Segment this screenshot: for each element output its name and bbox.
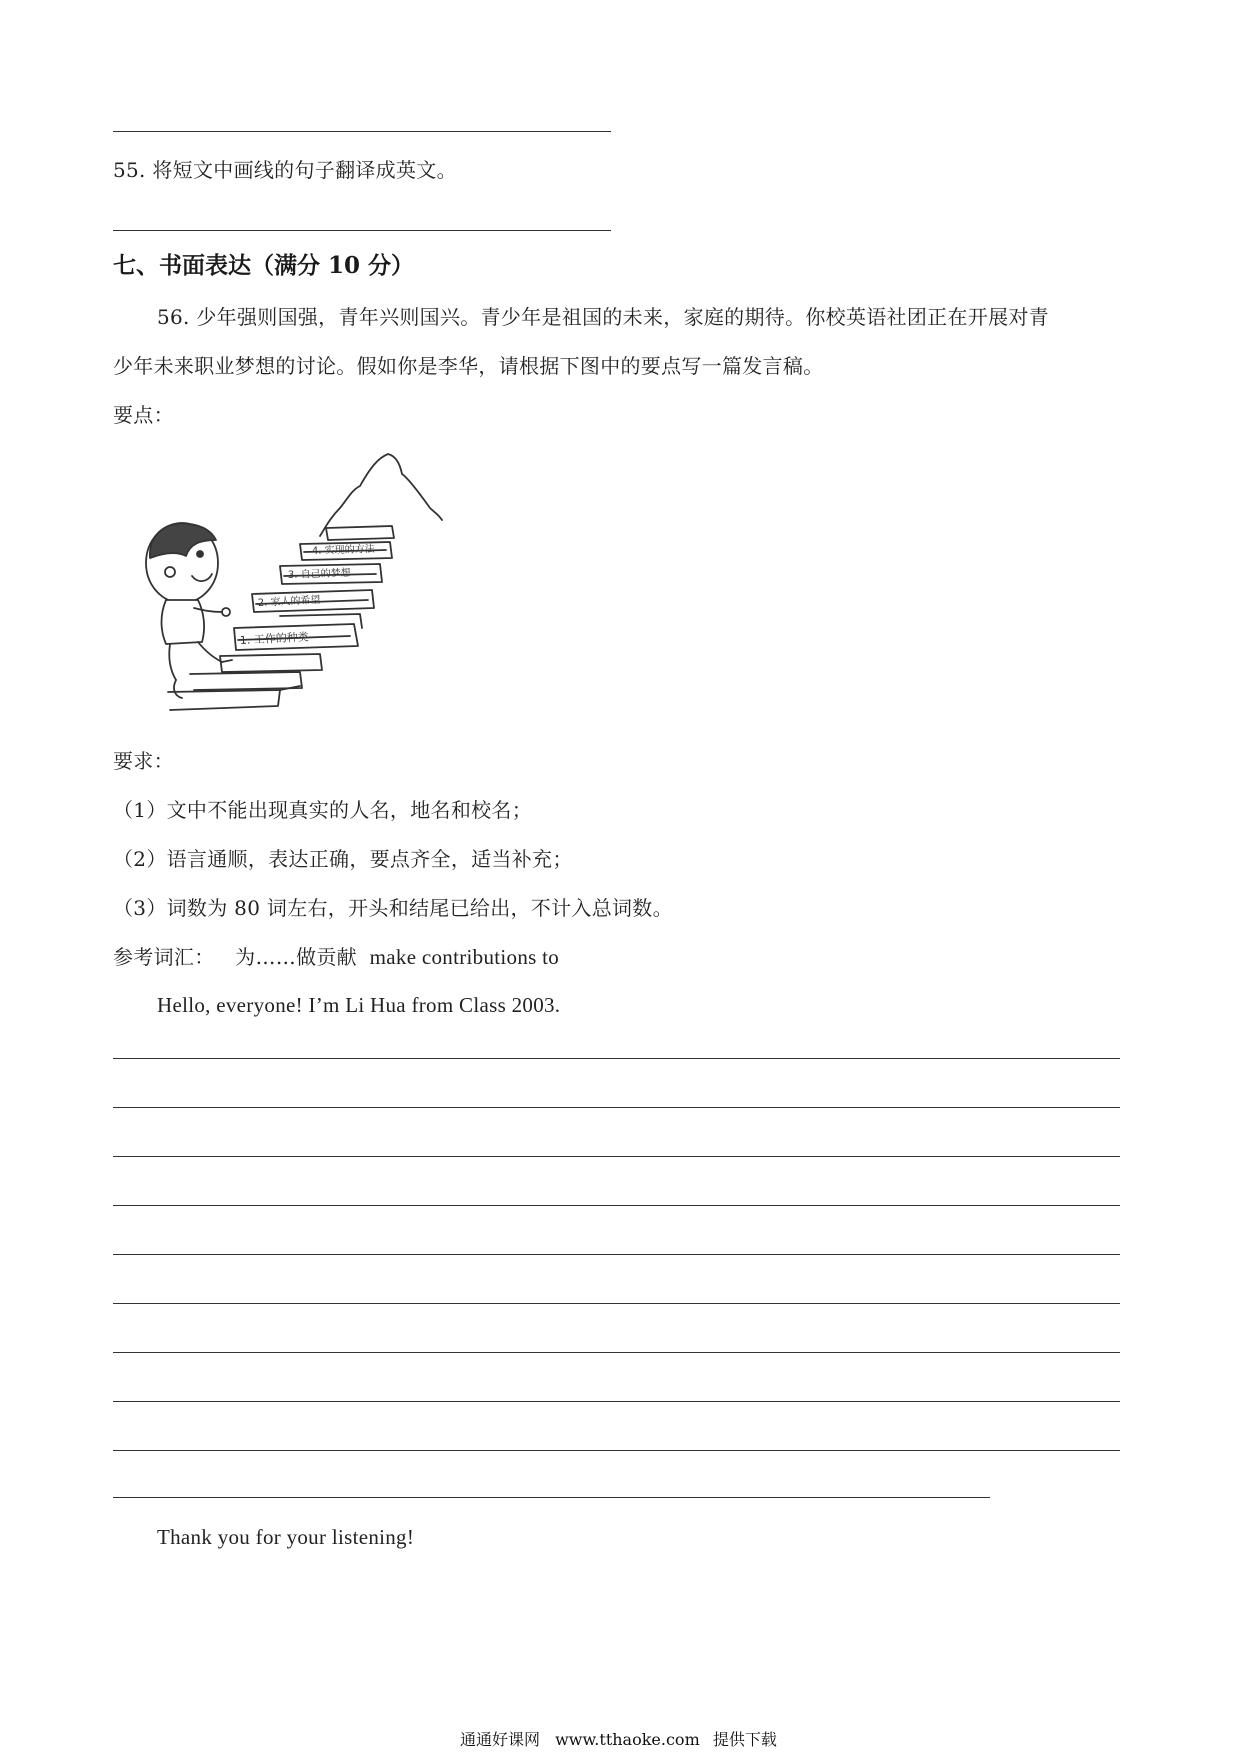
writing-line[interactable]	[113, 1450, 1120, 1451]
footer-suffix: 提供下载	[712, 1730, 777, 1749]
requirements-label: 要求：	[113, 749, 174, 773]
boy-climbing-books-illustration	[130, 448, 460, 718]
essay-opening: Hello, everyone! I’m Li Hua from Class 2003.	[157, 993, 561, 1017]
writing-line[interactable]	[113, 1303, 1120, 1304]
writing-line[interactable]	[113, 1058, 1120, 1059]
boy-figure	[146, 523, 232, 698]
q56-intro-line1: 56. 少年强则国强，青年兴则国兴。青少年是祖国的未来，家庭的期待。你校英语社团正在开展对青	[157, 305, 1049, 329]
writing-line[interactable]	[113, 1107, 1120, 1108]
writing-line-last[interactable]	[113, 1497, 990, 1498]
step-label-1: 1. 工作的种类	[239, 630, 310, 647]
footer-site-name: 通通好课网	[460, 1730, 541, 1749]
writing-line[interactable]	[113, 1401, 1120, 1402]
writing-line[interactable]	[113, 1352, 1120, 1353]
step-label-3: 3. 自己的梦想	[287, 567, 351, 581]
essay-closing: Thank you for your listening!	[157, 1525, 415, 1549]
vocab-chinese: 为……做贡献	[235, 945, 357, 969]
vocab-english: make contributions to	[369, 945, 560, 969]
requirement-2: （2）语言通顺，表达正确，要点齐全，适当补充；	[113, 847, 573, 871]
footer-url[interactable]: www.tthaoke.com	[555, 1730, 700, 1749]
requirement-3: （3）词数为 80 词左右，开头和结尾已给出，不计入总词数。	[113, 896, 673, 920]
answer-line-q55[interactable]	[113, 230, 611, 231]
vocab-label: 参考词汇：	[113, 945, 215, 969]
step-label-2: 2. 家人的希望	[257, 594, 321, 609]
page-footer	[460, 1729, 777, 1751]
writing-line[interactable]	[113, 1254, 1120, 1255]
q55-prompt: 55. 将短文中画线的句子翻译成英文。	[113, 158, 457, 182]
section-heading: 七、书面表达（满分 10 分）	[113, 252, 415, 279]
writing-line[interactable]	[113, 1205, 1120, 1206]
vocab-row	[113, 944, 559, 970]
q56-intro-line2: 少年未来职业梦想的讨论。假如你是李华，请根据下图中的要点写一篇发言稿。	[113, 354, 824, 378]
step-label-4: 4. 实现的方法	[311, 543, 375, 557]
writing-line[interactable]	[113, 1156, 1120, 1157]
points-label: 要点：	[113, 403, 174, 427]
requirement-1: （1）文中不能出现真实的人名，地名和校名；	[113, 798, 533, 822]
answer-line-q54[interactable]	[113, 131, 611, 132]
